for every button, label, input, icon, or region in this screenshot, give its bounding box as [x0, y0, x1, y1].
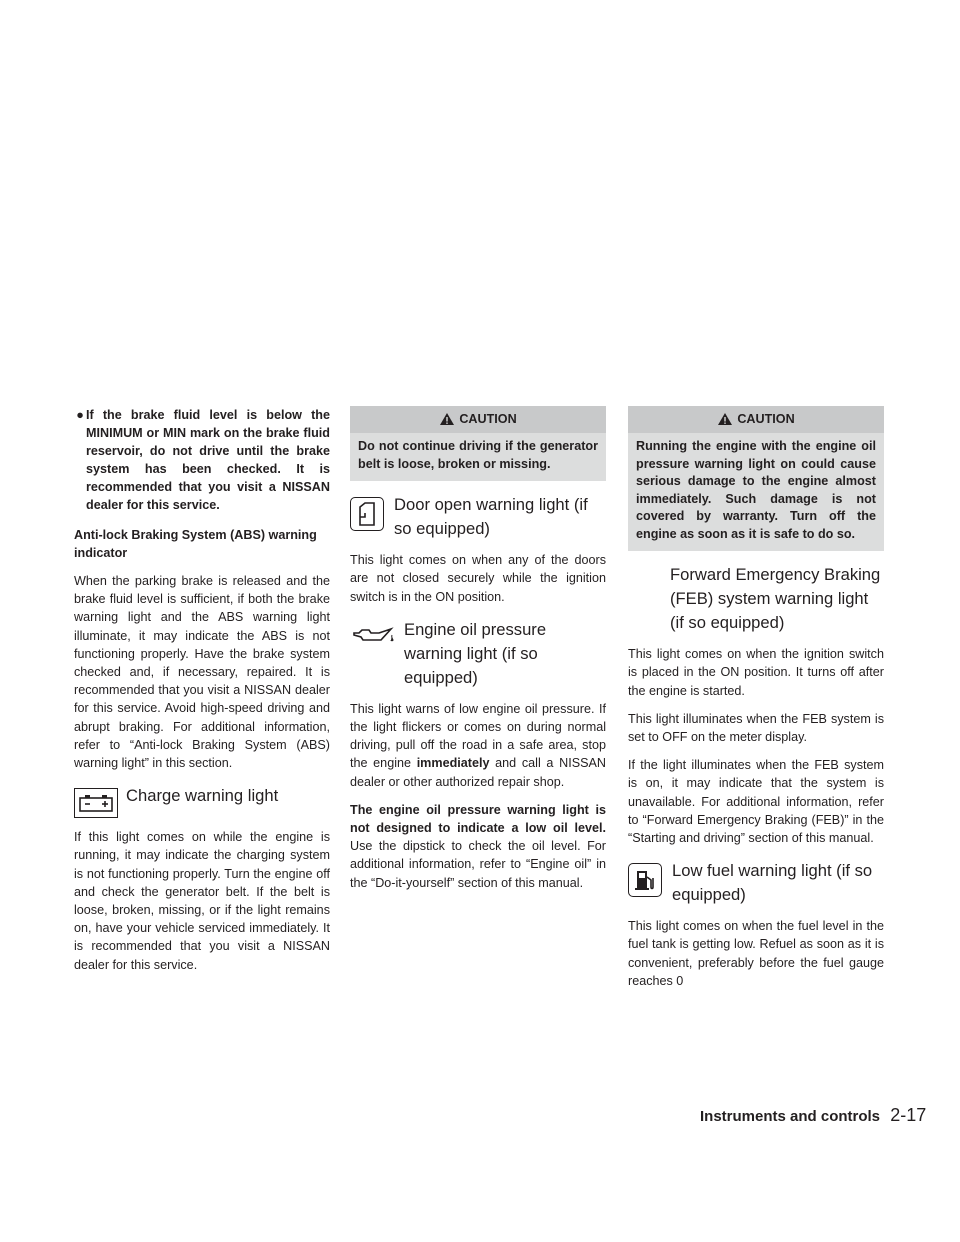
feb-p1: This light comes on when the ignition switch is placed in the ON position. It turns off after the engine is started. — [628, 647, 884, 698]
fuel-section-header — [628, 859, 884, 907]
feb-title: Forward Emergency Braking (FEB) system warning light (if so equipped) — [670, 565, 881, 633]
door-body: This light comes on when any of the doors are not closed securely while the ignition switch is in the ON position. — [350, 553, 606, 604]
feb-section-header — [628, 563, 884, 635]
caution-label: CAUTION — [737, 412, 795, 426]
warning-triangle-icon — [717, 412, 733, 426]
oil-note-rest: Use the dipstick to check the oil level. For additional information, refer to “Engine oil” in the “Do-it-yourself” section of this manual. — [350, 839, 606, 890]
bullet-dot: ● — [76, 408, 84, 422]
oil-title: Engine oil pressure warning light (if so equipped) — [404, 619, 547, 687]
door-title: Door open warning light (if so equipped) — [394, 495, 588, 539]
oil-section-header — [350, 618, 606, 690]
caution-header — [350, 406, 606, 433]
abs-body: When the parking brake is released and the brake fluid level is sufficient, if both the brake warning light and the ABS warning light illuminate, it may indicate the ABS is not functioning properly. Have the brake system checked and, if necessary, repaired. It is recommended that you visit a NISSAN dealer for this service. Avoid high-speed driving and abrupt braking. For additional information, refer to “Anti-lock Braking System (ABS) warning light” in this section. — [74, 574, 330, 771]
feb-p3: If the light illuminates when the FEB system is on, it may indicate that the system is unavailable. For additional information, refer to “Forward Emergency Braking (FEB)” in the “Starting and driving” section of this manual. — [628, 758, 884, 846]
caution-label: CAUTION — [459, 412, 517, 426]
fuel-pump-icon — [628, 863, 662, 897]
page-footer — [700, 1105, 926, 1126]
column-right — [628, 406, 884, 1000]
fuel-title: Low fuel warning light (if so equipped) — [672, 861, 873, 905]
charge-section-header — [74, 784, 330, 818]
charge-title: Charge warning light — [126, 786, 279, 806]
footer-section-title: Instruments and controls — [700, 1108, 881, 1125]
oil-body-pre: This light warns of low engine oil pressure. If the light flickers or comes on during normal driving, pull off the road in a safe area, stop the engine — [350, 701, 606, 771]
door-section-header — [350, 493, 606, 541]
caution-box-oil — [628, 406, 884, 551]
caution-box-generator — [350, 406, 606, 481]
bullet-text: If the brake fluid level is below the MINIMUM or MIN mark on the brake fluid reservoir, do not drive until the brake system has been checked. It is recommended that you visit a NISSAN dealer for this service. — [86, 408, 330, 512]
column-middle — [350, 406, 606, 902]
caution-text: Running the engine with the engine oil pressure warning light on could cause serious damage to the engine almost immediately. Such damage is not covered by warranty. Turn off the engine as soon as it is safe to do so. — [636, 439, 876, 541]
feb-icon-placeholder — [628, 567, 662, 595]
oil-body-post: and call a NISSAN dealer or other authorized repair shop. — [350, 756, 606, 789]
oil-note — [350, 801, 606, 892]
abs-heading: Anti-lock Braking System (ABS) warning indicator — [74, 528, 317, 560]
fuel-body: This light comes on when the fuel level in the fuel tank is getting low. Refuel as soon as it is convenient, preferably before the fuel gauge reaches 0 — [628, 919, 884, 988]
column-left — [74, 406, 330, 984]
oil-body — [350, 700, 606, 791]
caution-header — [628, 406, 884, 433]
brake-fluid-bullet — [74, 406, 330, 514]
door-open-icon — [350, 497, 384, 531]
battery-icon — [74, 788, 118, 818]
page-number: 2-17 — [890, 1105, 927, 1125]
oil-note-bold: The engine oil pressure warning light is not designed to indicate a low oil level. — [350, 802, 606, 836]
warning-triangle-icon — [439, 412, 455, 426]
oil-can-icon — [350, 622, 396, 650]
feb-p2: This light illuminates when the FEB system is set to OFF on the meter display. — [628, 711, 884, 745]
charge-body: If this light comes on while the engine is running, it may indicate the charging system is not functioning properly. Turn the engine off and check the generator belt. If the belt is loose, broken, missing, or if the light remains on, have your vehicle serviced immediately. It is recommended that you visit a NISSAN dealer for this service. — [74, 830, 330, 972]
caution-text: Do not continue driving if the generator belt is loose, broken or missing. — [358, 439, 598, 471]
oil-body-bold: immediately — [416, 756, 490, 771]
